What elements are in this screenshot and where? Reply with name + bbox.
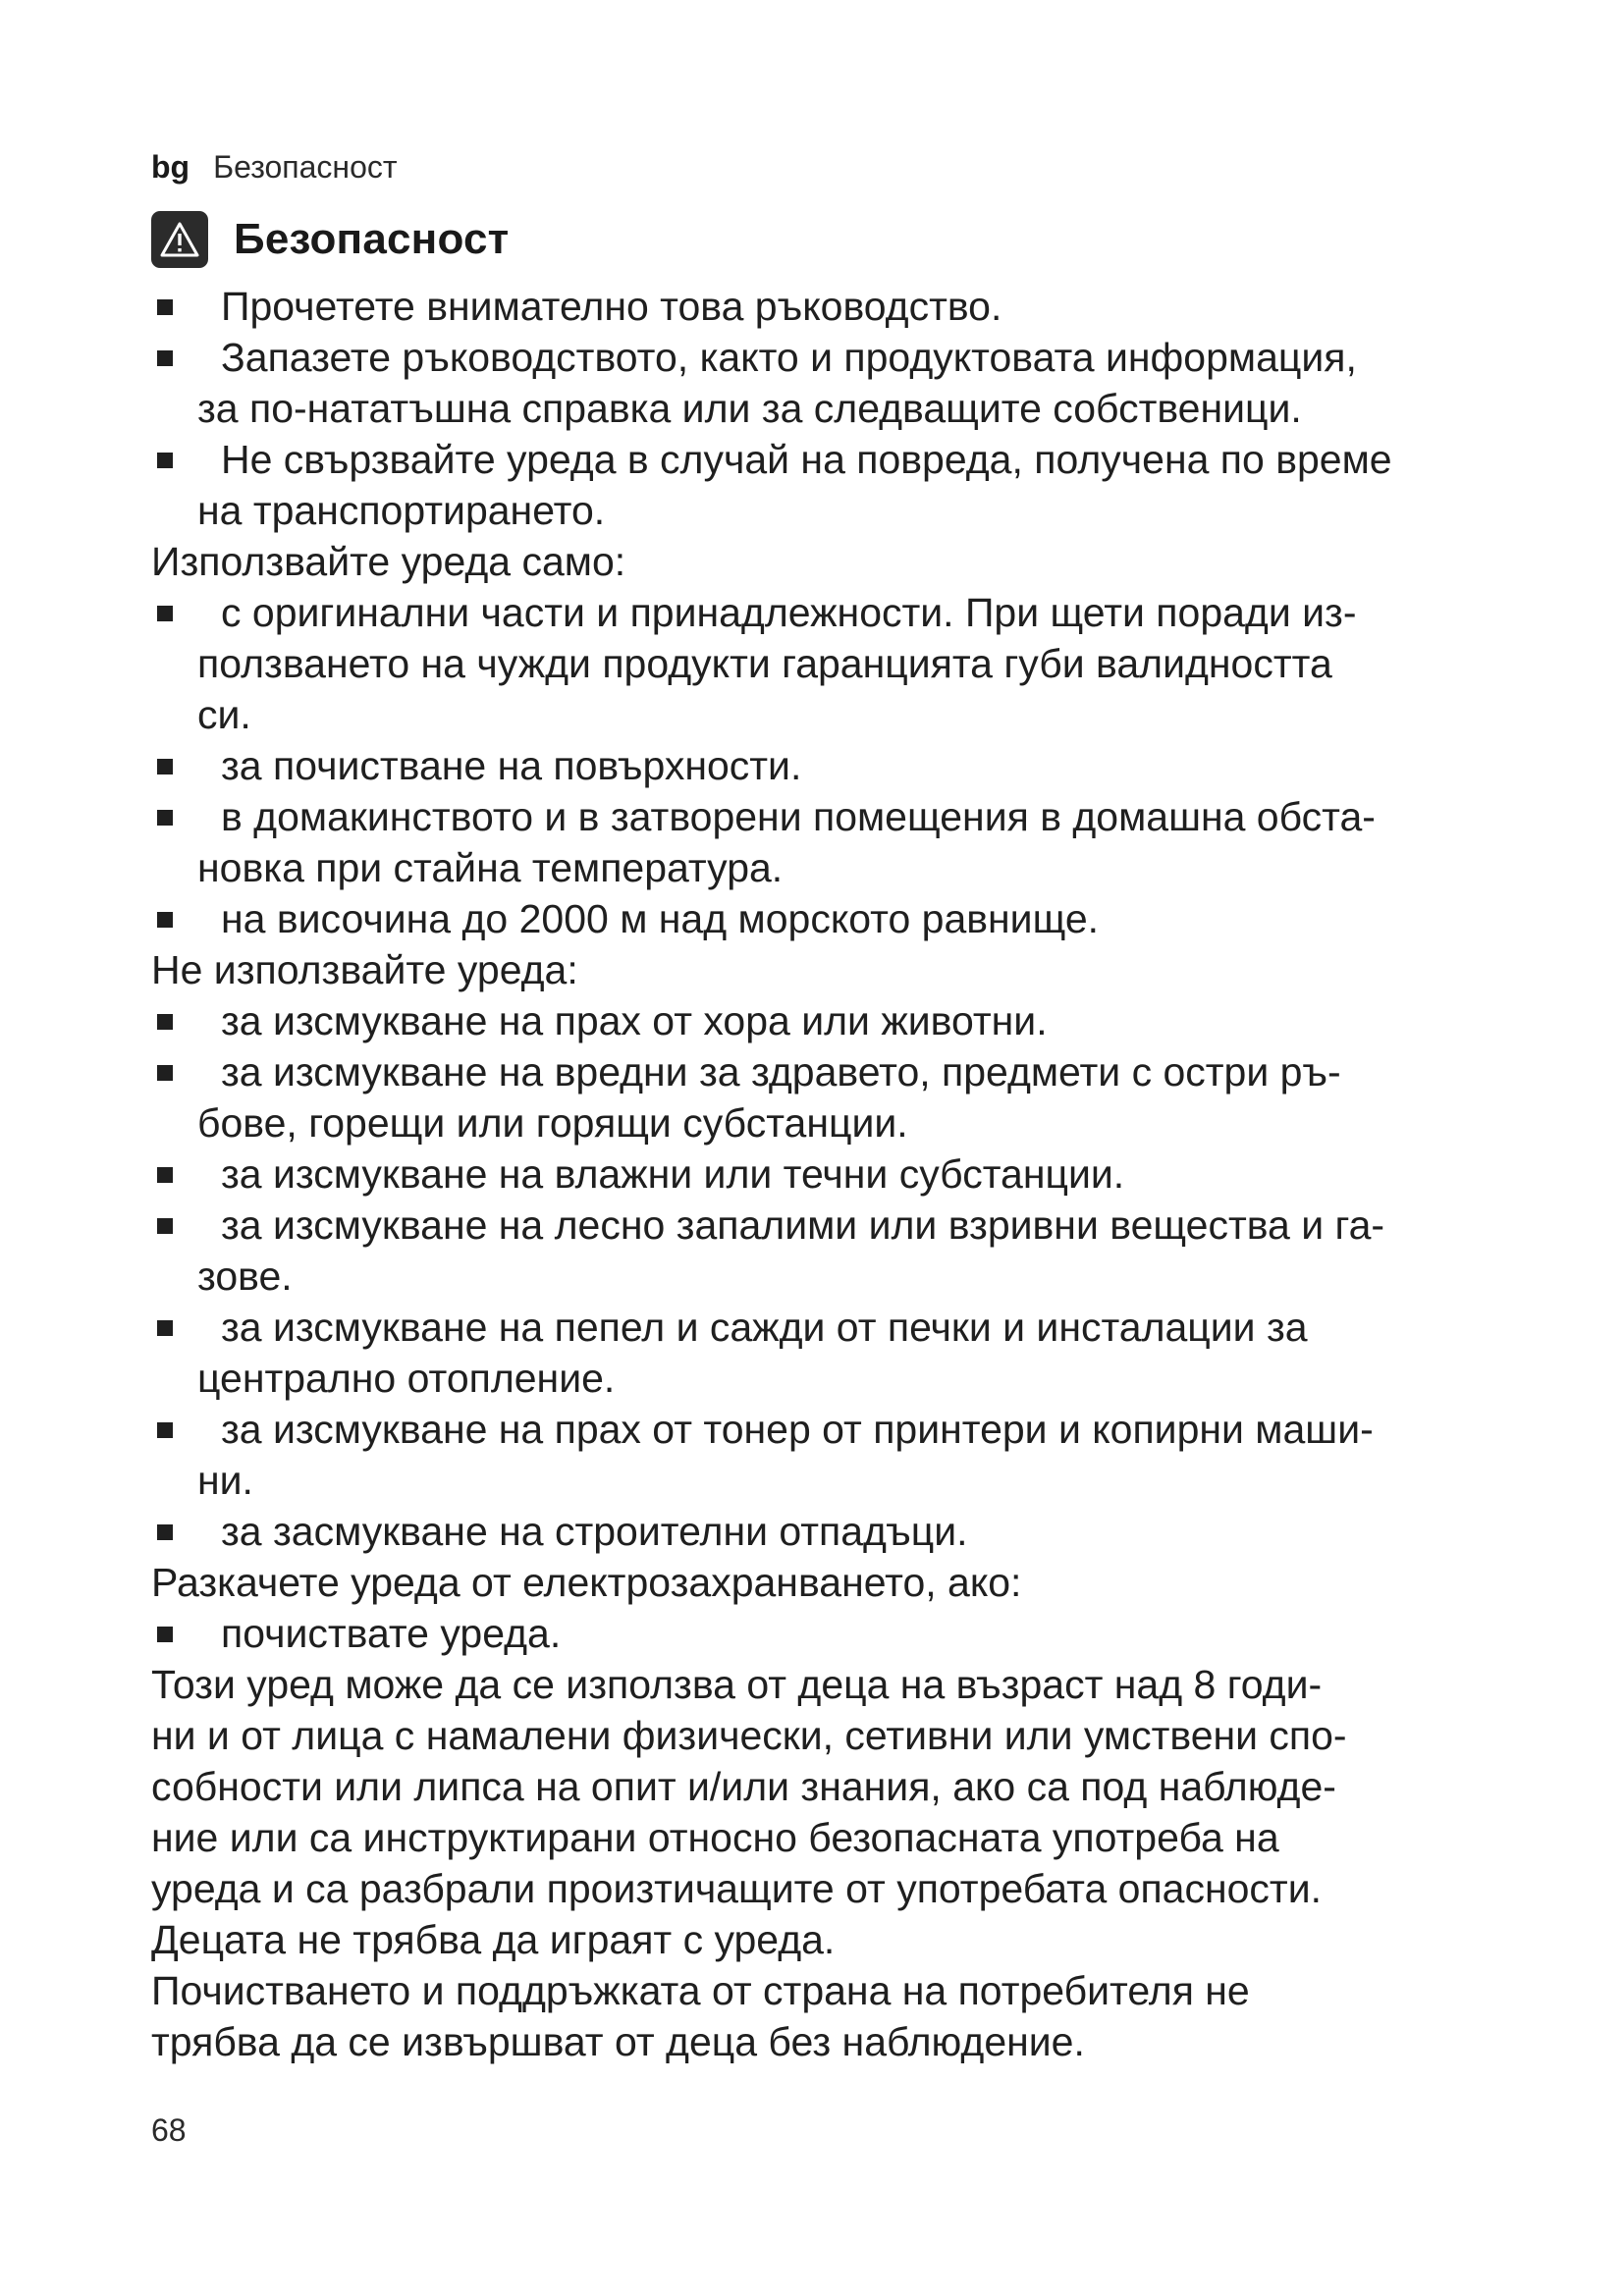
text-line: собности или липса на опит и/или знания, ако са под наблюде-: [151, 1764, 1336, 1809]
text-line: ни.: [197, 1458, 253, 1503]
bullet-square-icon: [157, 299, 173, 315]
bullet-item: [151, 1200, 1526, 1302]
bullet-square-icon: [157, 759, 173, 774]
text-line: в домакинството и в затворени помещения в домашна обста-: [221, 794, 1376, 839]
text-line: Не използвайте уреда:: [151, 947, 578, 992]
text-line: за изсмукване на пепел и сажди от печки и инсталации за: [221, 1305, 1308, 1350]
paragraph: [151, 944, 1526, 995]
text-line: Използвайте уреда само:: [151, 539, 626, 584]
text-line: за засмукване на строителни отпадъци.: [221, 1509, 968, 1554]
page-title: Безопасност: [234, 215, 510, 263]
bullet-item: [151, 740, 1526, 791]
bullet-item: [151, 332, 1526, 434]
paragraph: [151, 1659, 1526, 1965]
text-line: трябва да се извършват от деца без наблюдение.: [151, 2019, 1085, 2064]
bullet-square-icon: [157, 1627, 173, 1642]
bullet-item: [151, 281, 1526, 332]
text-line: зове.: [197, 1254, 293, 1299]
bullet-item: [151, 1506, 1526, 1557]
bullet-item: [151, 791, 1526, 893]
text-line: на транспортирането.: [197, 488, 606, 533]
bullet-square-icon: [157, 810, 173, 826]
text-line: ползването на чужди продукти гаранцията губи валидността: [197, 641, 1332, 686]
text-line: за изсмукване на прах от тонер от принтери и копирни маши-: [221, 1407, 1374, 1452]
text-line: Почистването и поддръжката от страна на потребителя не: [151, 1968, 1250, 2013]
bullet-item: [151, 1046, 1526, 1148]
bullet-square-icon: [157, 1320, 173, 1336]
text-line: бове, горещи или горящи субстанции.: [197, 1100, 908, 1146]
bullet-item: [151, 995, 1526, 1046]
bullet-item: [151, 1302, 1526, 1404]
section-heading: [151, 210, 509, 269]
bullet-square-icon: [157, 350, 173, 366]
paragraph: [151, 1965, 1526, 2067]
bullet-square-icon: [157, 1218, 173, 1234]
bullet-item: [151, 434, 1526, 536]
text-line: си.: [197, 692, 251, 737]
bullet-square-icon: [157, 1167, 173, 1183]
text-line: за изсмукване на вредни за здравето, предмети с остри ръ-: [221, 1049, 1341, 1095]
text-line: Разкачете уреда от електрозахранването, ако:: [151, 1560, 1022, 1605]
bullet-square-icon: [157, 606, 173, 621]
bullet-square-icon: [157, 453, 173, 468]
text-line: Прочетете внимателно това ръководство.: [221, 284, 1002, 329]
bullet-square-icon: [157, 1422, 173, 1438]
paragraph: [151, 1557, 1526, 1608]
text-line: Този уред може да се използва от деца на възраст над 8 годи-: [151, 1662, 1323, 1707]
bullet-square-icon: [157, 1065, 173, 1081]
text-line: почиствате уреда.: [221, 1611, 562, 1656]
text-line: Запазете ръководството, както и продуктовата информация,: [221, 335, 1357, 380]
text-line: централно отопление.: [197, 1356, 616, 1401]
language-code: bg: [151, 149, 190, 185]
text-line: за почистване на повърхности.: [221, 743, 802, 788]
text-line: ние или са инструктирани относно безопасната употреба на: [151, 1815, 1279, 1860]
running-header: [151, 147, 398, 187]
bullet-item: [151, 587, 1526, 740]
text-line: за по-нататъшна справка или за следващите собственици.: [197, 386, 1302, 431]
text-line: уреда и са разбрали произтичащите от употребата опасности.: [151, 1866, 1323, 1911]
bullet-item: [151, 1404, 1526, 1506]
bullet-item: [151, 1608, 1526, 1659]
page-number: 68: [151, 2112, 187, 2148]
text-line: ни и от лица с намалени физически, сетивни или умствени спо-: [151, 1713, 1347, 1758]
bullet-square-icon: [157, 912, 173, 928]
text-line: за изсмукване на лесно запалими или взривни вещества и га-: [221, 1202, 1385, 1248]
warning-triangle-icon: [151, 211, 208, 268]
bullet-square-icon: [157, 1014, 173, 1030]
text-line: Децата не трябва да играят с уреда.: [151, 1917, 836, 1962]
bullet-item: [151, 1148, 1526, 1200]
text-line: новка при стайна температура.: [197, 845, 784, 890]
text-line: на височина до 2000 м над морското равнище.: [221, 896, 1100, 941]
safety-content: [151, 281, 1526, 2067]
text-line: за изсмукване на влажни или течни субстанции.: [221, 1151, 1125, 1197]
paragraph: [151, 536, 1526, 587]
text-line: Не свързвайте уреда в случай на повреда, получена по време: [221, 437, 1392, 482]
bullet-item: [151, 893, 1526, 944]
text-line: за изсмукване на прах от хора или животни.: [221, 998, 1048, 1043]
bullet-square-icon: [157, 1524, 173, 1540]
header-section: Безопасност: [213, 149, 398, 185]
text-line: с оригинални части и принадлежности. При щети поради из-: [221, 590, 1357, 635]
